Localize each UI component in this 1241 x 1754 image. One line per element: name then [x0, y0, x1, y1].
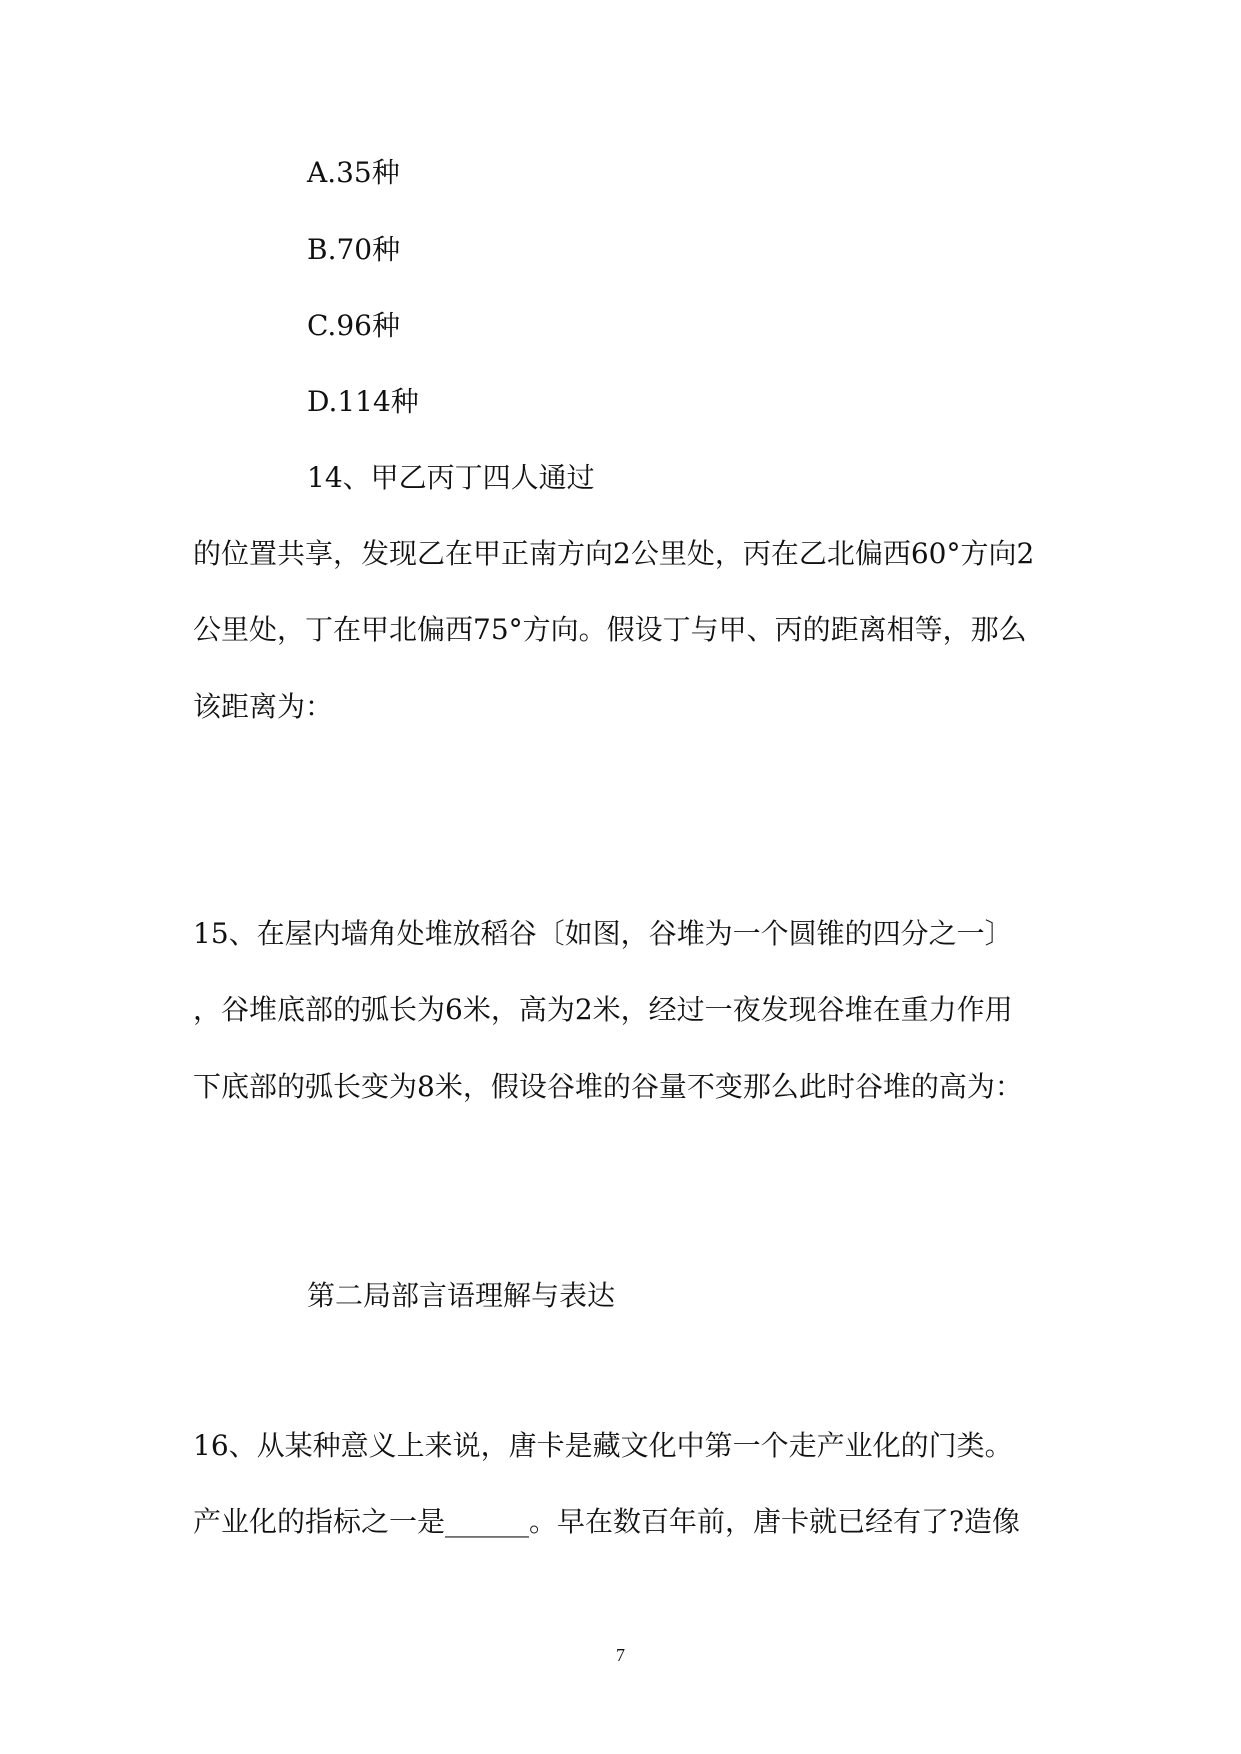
q14-text-line: 该距离为： [193, 690, 334, 723]
page-number: 7 [616, 1645, 625, 1665]
q13-option-b: B.70种 [307, 233, 401, 266]
q14-heading: 14、甲乙丙丁四人通过 [307, 461, 595, 494]
q16-text-line: 产业化的指标之一是______。早在数百年前，唐卡就已经有了?造像 [193, 1505, 1021, 1538]
q15-text-line: ，谷堆底部的弧长为6米，高为2米，经过一夜发现谷堆在重力作用 [193, 993, 1013, 1026]
q14-text-line: 公里处，丁在甲北偏西75°方向。假设丁与甲、丙的距离相等，那么 [193, 613, 1027, 646]
section-title: 第二局部言语理解与表达 [307, 1279, 616, 1312]
q16-heading: 16、从某种意义上来说，唐卡是藏文化中第一个走产业化的门类。 [193, 1429, 1013, 1462]
q13-option-d: D.114种 [307, 385, 419, 418]
q13-option-a: A.35种 [307, 156, 400, 189]
q13-option-c: C.96种 [307, 309, 400, 342]
q15-text-line: 下底部的弧长变为8米，假设谷堆的谷量不变那么此时谷堆的高为： [193, 1070, 1023, 1103]
q15-heading: 15、在屋内墙角处堆放稻谷〔如图，谷堆为一个圆锥的四分之一〕 [193, 917, 1013, 950]
q14-text-line: 的位置共享，发现乙在甲正南方向2公里处，丙在乙北偏西60°方向2 [193, 537, 1035, 570]
